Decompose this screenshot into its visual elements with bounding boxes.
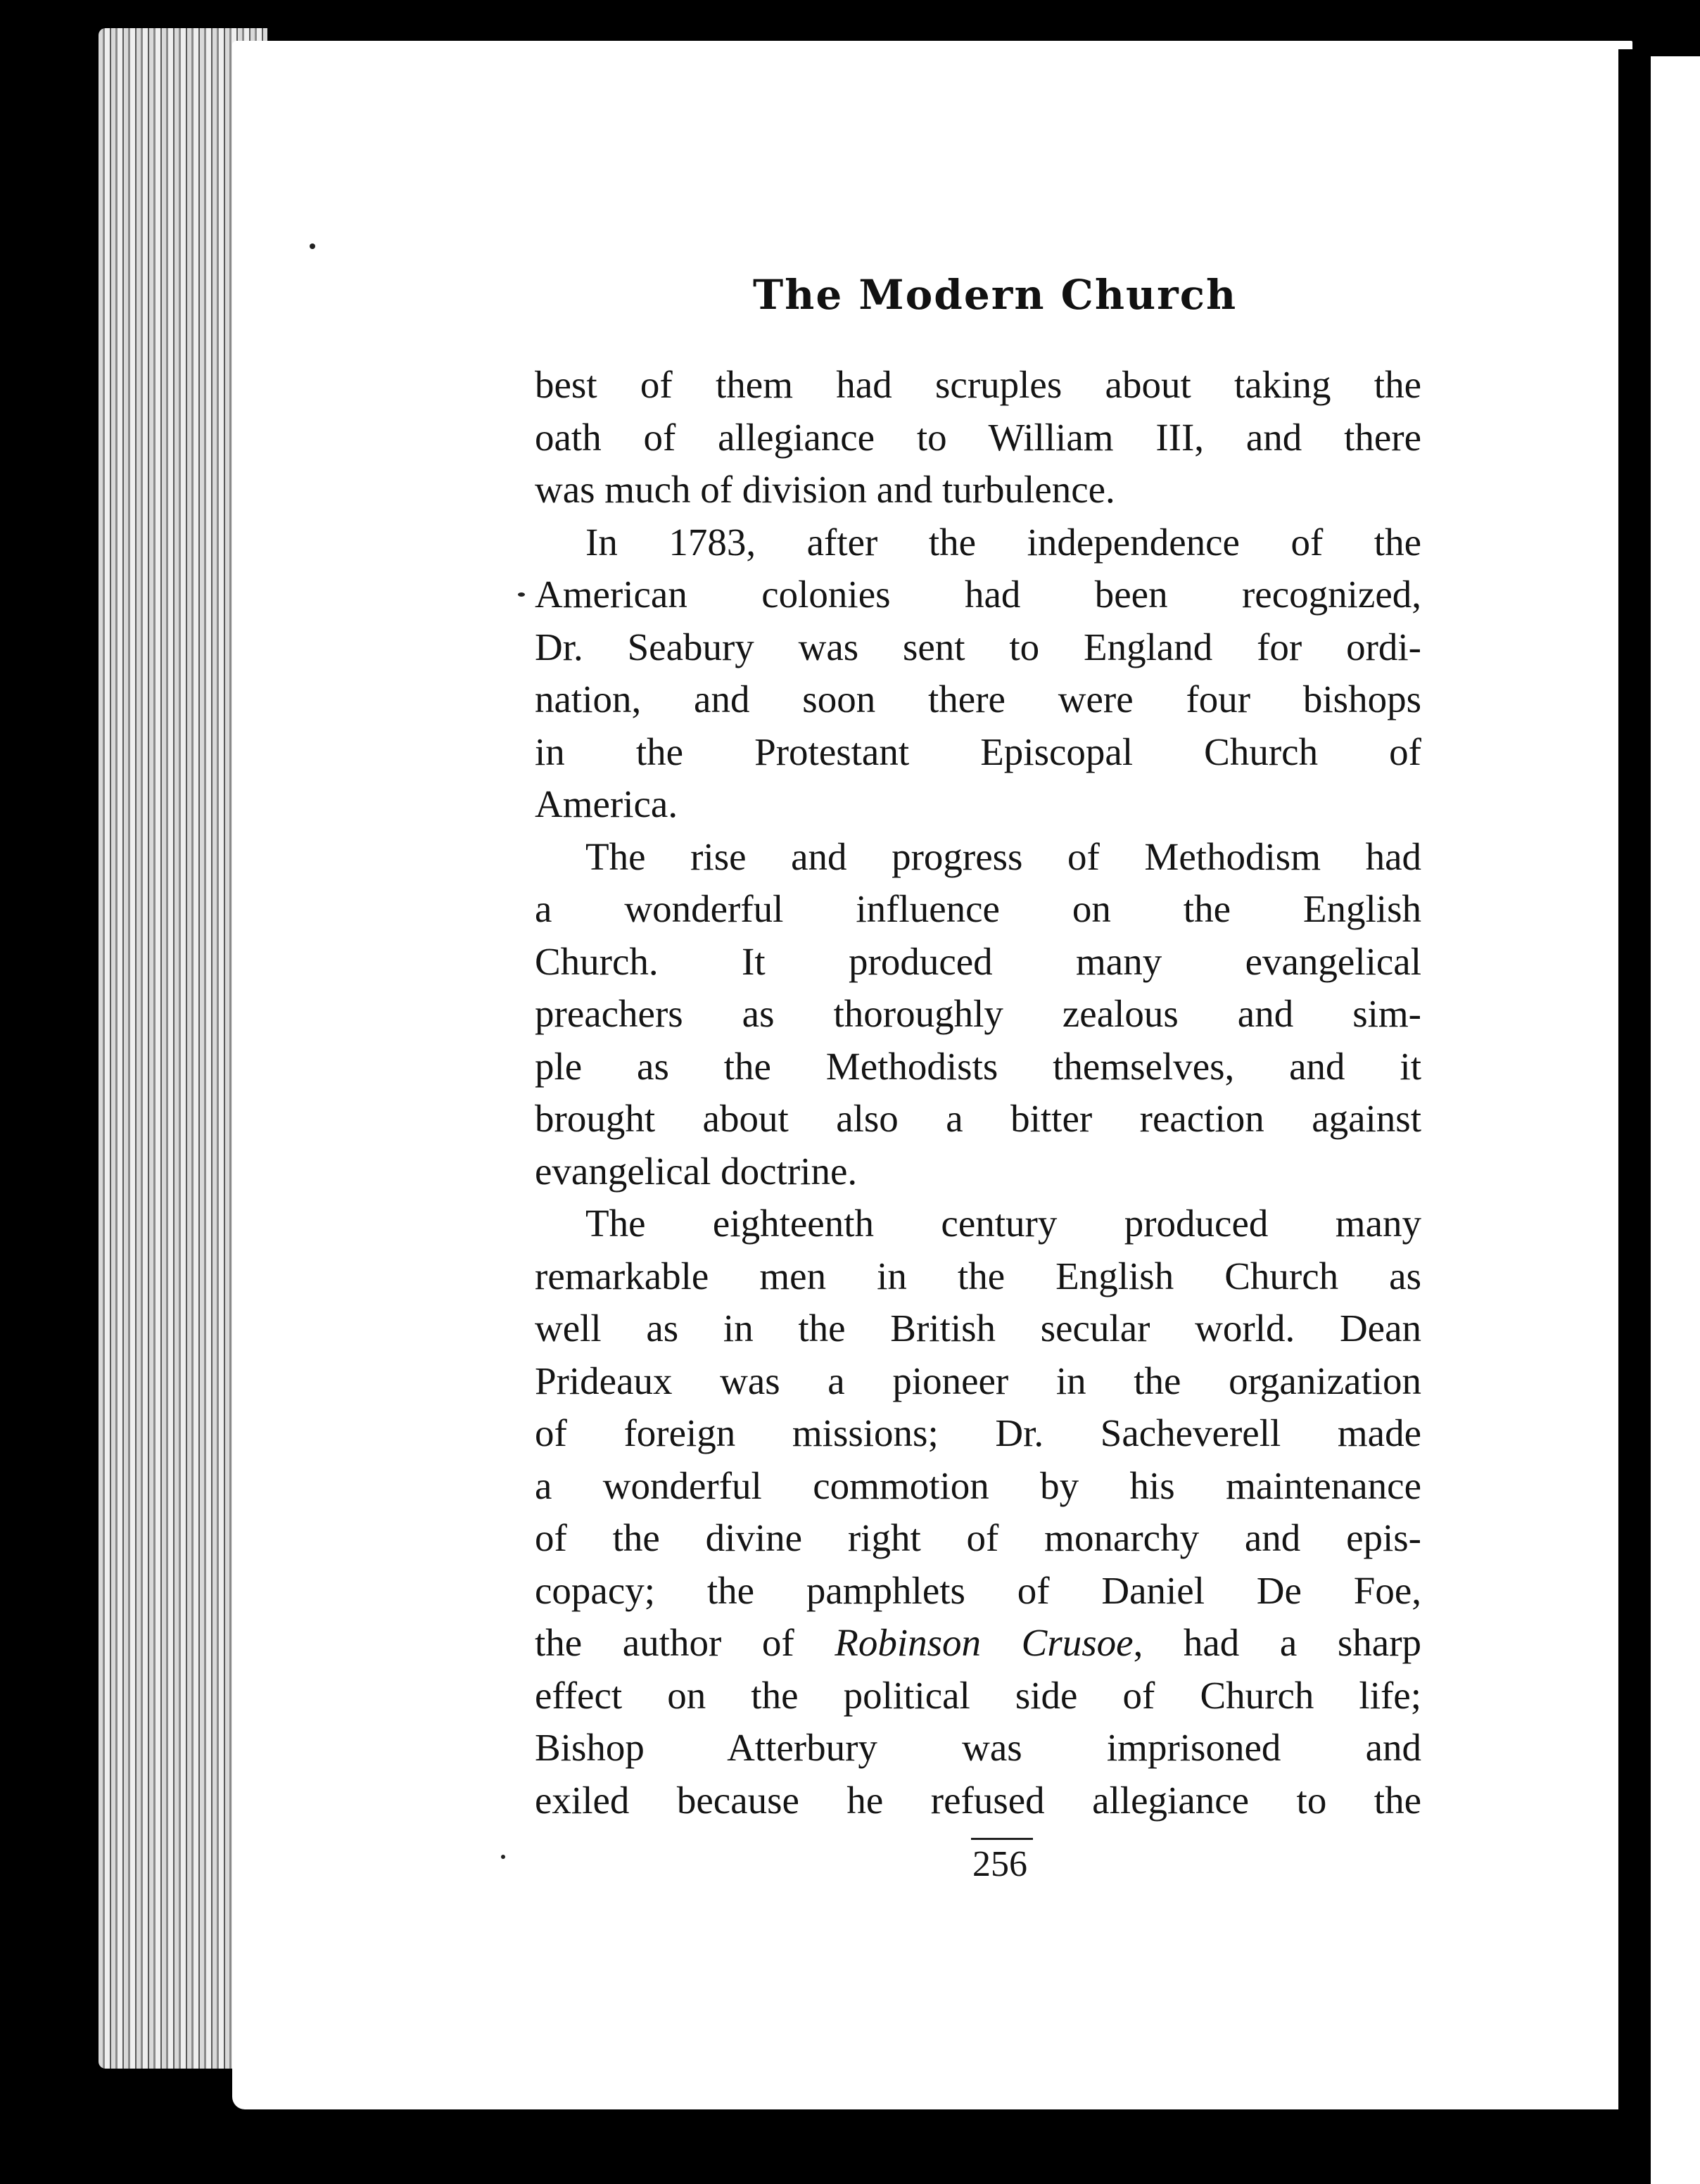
text-line: was much of division and turbulence. [535,468,1115,511]
text-line: in the Protestant Episcopal Church of [535,730,1421,773]
text-line: Church. It produced many evangelical [535,939,1421,983]
running-title: The Modern Church [753,271,1238,319]
text-line: effect on the political side of Church life; [535,1673,1421,1717]
text-line: copacy; the pamphlets of Daniel De Foe, [535,1568,1421,1612]
text-line: evangelical doctrine. [535,1149,858,1193]
footer-rule [971,1838,1033,1840]
text-line-with-italic-title [535,1617,1421,1670]
text-line: oath of allegiance to William III, and there [535,415,1421,459]
text-fragment: , had a sharp [1133,1621,1422,1664]
book-title-italic: Robinson Crusoe [835,1621,1134,1664]
text-line: a wonderful influence on the English [535,887,1421,930]
text-line: brought about also a bitter reaction against [535,1097,1421,1140]
text-line: The eighteenth century produced many [585,1202,1421,1245]
speck [501,1855,505,1859]
speck [310,243,315,249]
facing-page-edge [1651,56,1700,2184]
text-line: The rise and progress of Methodism had [585,834,1421,878]
page-body [535,359,1421,1827]
speck [518,592,525,597]
text-line: Prideaux was a pioneer in the organization [535,1359,1421,1402]
text-line: ple as the Methodists themselves, and it [535,1044,1421,1088]
text-line: best of them had scruples about taking the [535,363,1421,406]
book-gutter [1618,49,1651,2181]
text-line: America. [535,782,678,825]
text-line: preachers as thoroughly zealous and sim- [535,992,1421,1035]
text-line: nation, and soon there were four bishops [535,678,1421,720]
text-line: a wonderful commotion by his maintenance [535,1464,1421,1507]
page-number: 256 [972,1844,1027,1884]
text-line: of foreign missions; Dr. Sacheverell made [535,1411,1421,1454]
text-fragment: the author of [535,1621,794,1664]
paragraph [535,359,1421,516]
text-line: Dr. Seabury was sent to England for ordi- [535,625,1421,668]
text-line: well as in the British secular world. Dean [535,1307,1421,1350]
text-line: exiled because he refused allegiance to the [535,1778,1421,1822]
paragraph [535,516,1421,831]
text-line: remarkable men in the English Church as [535,1254,1421,1297]
text-line: American colonies had been recognized, [535,573,1421,616]
text-line: of the divine right of monarchy and epis- [535,1516,1421,1559]
paragraph [535,1198,1421,1827]
text-line: In 1783, after the independence of the [585,520,1421,564]
text-line: Bishop Atterbury was imprisoned and [535,1726,1421,1769]
paragraph [535,831,1421,1198]
